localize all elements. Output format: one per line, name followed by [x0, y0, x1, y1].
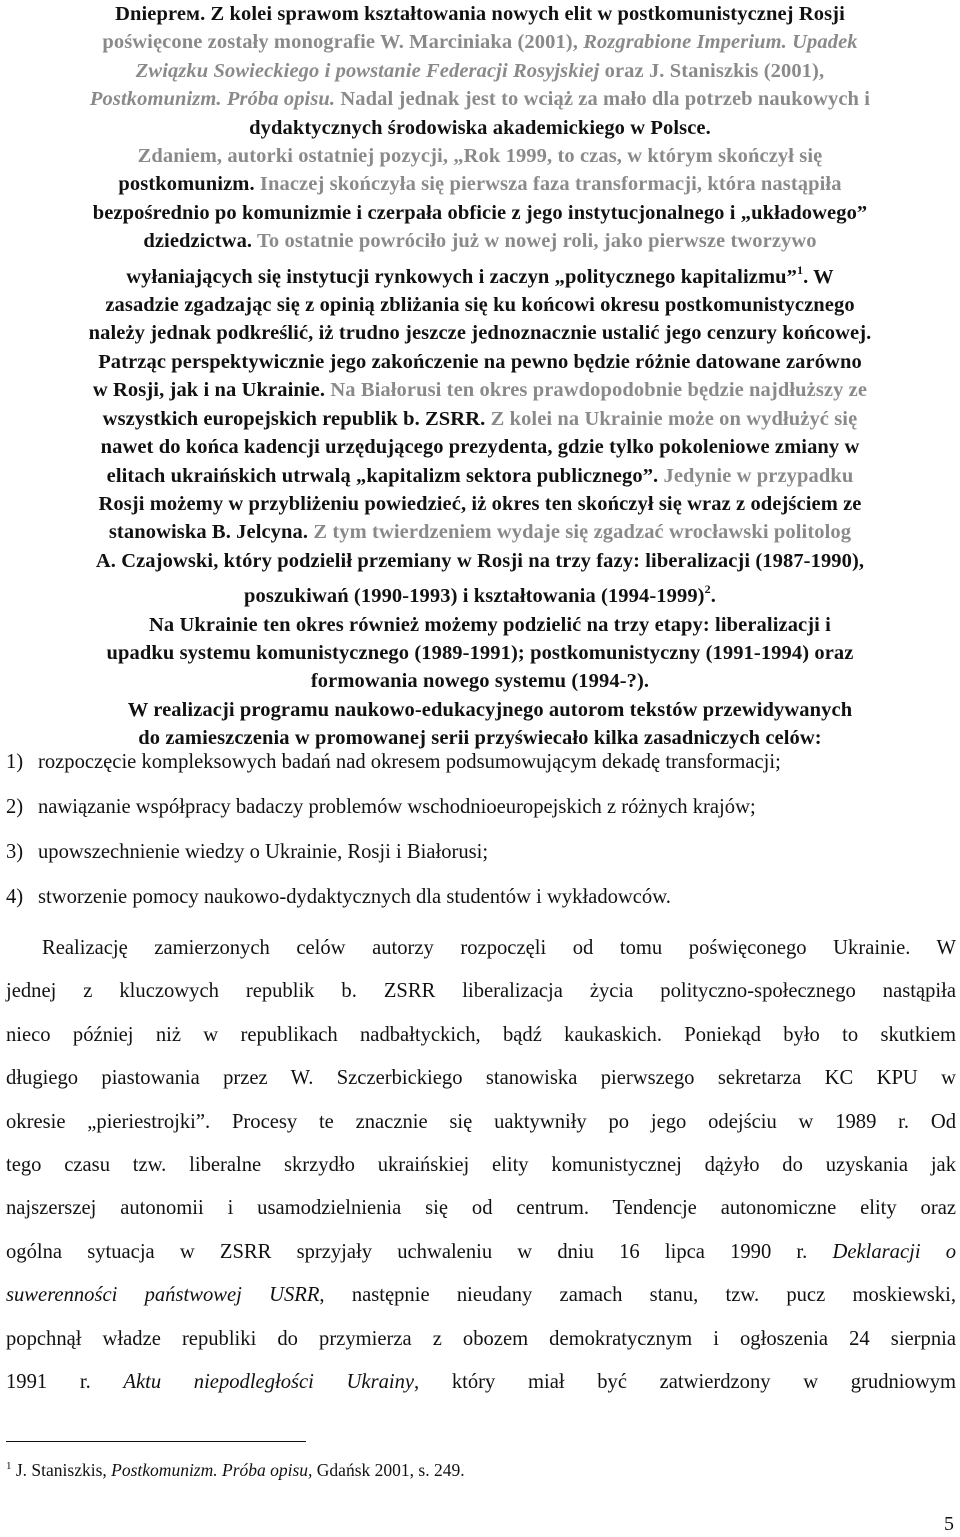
bold-text-segment: postkomunizm. [118, 173, 255, 196]
bold-line [6, 405, 954, 433]
goal-item [6, 887, 956, 932]
bold-text-block [6, 0, 954, 753]
bold-line [6, 227, 954, 255]
bold-line [6, 376, 954, 404]
bold-line [6, 639, 954, 667]
footnote-title: Postkomunizm. Próba opisu, [111, 1460, 313, 1480]
footnote-number: 1 [6, 1460, 12, 1472]
body-text-segment: nieco później niż w republikach nadbałtyckich, bądź kaukaskich. Poniekąd było to skutkiem [6, 1023, 956, 1046]
bold-line [6, 462, 954, 490]
bold-text-segment: Zdaniem, autorki ostatniej pozycji, „Rok 1999, to czas, w którym skończył się [137, 145, 823, 168]
bold-text-segment: bezpośrednio po komunizmie i czerpała obficie z jego instytucjonalnego i „układowego” [92, 201, 868, 224]
footnote-reference: 2 [704, 582, 711, 597]
body-line [6, 1057, 956, 1100]
bold-text-segment: nawet do końca kadencji urzędującego prezydenta, gdzie tylko pokoleniowe zmiany w [100, 436, 860, 459]
bold-text-segment: Na Ukrainie ten okres również możemy podzielić na trzy etapy: liberalizacji i [149, 613, 831, 636]
goal-item [6, 797, 956, 842]
body-text-segment: jednej z kluczowych republik b. ZSRR liberalizacja życia polityczno-społecznego nastąpiła [6, 980, 956, 1003]
bold-line [6, 319, 954, 347]
footnote [6, 1455, 465, 1481]
bold-text-segment: poszukiwań (1990-1993) i kształtowania (1994-1999) [244, 585, 705, 608]
italic-title: Deklaracji o [832, 1240, 956, 1263]
italic-title: Aktu niepodległości Ukrainy [123, 1371, 415, 1394]
bold-text-segment: . W [803, 265, 834, 288]
body-line [6, 1101, 956, 1144]
goal-text: upowszechnienie wiedzy o Ukrainie, Rosji i Białorusi; [38, 841, 489, 863]
bold-text-segment: Inaczej skończyła się pierwsza faza transformacji, która nastąpiła [254, 173, 842, 196]
goals-list [6, 752, 956, 932]
bold-line [6, 490, 954, 518]
bold-text-segment: wszystkich europejskich republik b. ZSRR. [102, 407, 486, 430]
bold-line [6, 57, 954, 85]
body-text-segment: , następnie nieudany zamach stanu, tzw. pucz moskiewski, [319, 1284, 956, 1307]
body-text-segment: Realizację zamierzonych celów autorzy rozpoczęli od tomu poświęconego Ukrainie. W [42, 937, 956, 959]
body-line [6, 1014, 956, 1057]
bold-line [6, 170, 954, 198]
bold-text-segment: Jedynie w przypadku [658, 464, 854, 487]
body-line [6, 1187, 956, 1230]
bold-line [6, 0, 954, 28]
bold-text-segment: W realizacji programu naukowo-edukacyjnego autorom tekstów przewidywanych [127, 698, 853, 721]
italic-title: suwerenności państwowej USRR [6, 1284, 320, 1307]
body-text-segment: ogólna sytuacja w ZSRR sprzyjały uchwaleniu w dniu 16 lipca 1990 r. [6, 1240, 833, 1263]
bold-text-segment: A. Czajowski, który podzielił przemiany w Rosji na trzy fazy: liberalizacji (1987-1990), [95, 549, 865, 572]
bold-text-segment: Patrząc perspektywicznie jego zakończenie na pewno będzie różnie datowane zarówno [98, 350, 862, 373]
bold-line [6, 724, 954, 752]
body-text-segment: okresie „pieriestrojki”. Procesy te znacznie się uaktywniły po jego odejściu w 1989 r. Od [6, 1110, 956, 1133]
bold-line [6, 142, 954, 170]
bold-line [6, 696, 954, 724]
goal-number: 2) [6, 796, 24, 818]
bold-text-segment: stanowiska B. Jelcyna. [108, 521, 309, 544]
bold-line [6, 85, 954, 113]
bold-line [6, 433, 954, 461]
goal-number: 3) [6, 841, 24, 863]
body-text-segment: , który miał być zatwierdzony w grudniowym [414, 1371, 957, 1394]
bold-text-segment: zasadzie zgadzając się z opinią zbliżania się ku końcowi okresu postkomunistycznego [105, 294, 855, 317]
goal-text: rozpoczęcie kompleksowych badań nad okresem podsumowującym dekadę transformacji; [38, 751, 781, 773]
bold-line [6, 256, 954, 291]
bold-italic-segment: Postkomunizm. Próba opisu. [89, 88, 336, 111]
body-text-segment: długiego piastowania przez W. Szczerbickiego stanowiska pierwszego sekretarza KC KPU w [6, 1067, 956, 1090]
bold-text-segment: oraz J. Staniszkis (2001), [599, 59, 825, 82]
bold-line [6, 667, 954, 695]
bold-line [6, 291, 954, 319]
bold-text-segment: Rosji możemy w przybliżeniu powiedzieć, iż okres ten skończył się wraz z odejściem ze [98, 492, 862, 515]
bold-text-segment: . [710, 585, 716, 608]
footnote-separator [6, 1441, 306, 1442]
bold-text-segment: Nadal jednak jest to wciąż za mało dla potrzeb naukowych i [335, 88, 871, 111]
body-text-segment: najszerszej autonomii i usamodzielnienia się od centrum. Tendencje autonomiczne elity oraz [6, 1197, 956, 1220]
page-number: 5 [944, 1513, 954, 1535]
body-text-segment: popchnął władze republiki do przymierza z obozem demokratycznym i ogłoszenia 24 sierpnia [6, 1327, 956, 1350]
bold-line [6, 611, 954, 639]
bold-text-segment: formowania nowego systemu (1994-?). [310, 670, 650, 693]
body-line [6, 1318, 956, 1361]
body-text-segment: 1991 r. [6, 1371, 124, 1394]
bold-text-segment: dziedzictwa. [143, 230, 253, 253]
bold-text-segment: Z kolei na Ukrainie może on wydłużyć się [485, 407, 858, 430]
bold-text-segment: Z tym twierdzeniem wydaje się zgadzać wrocławski politolog [308, 521, 852, 544]
bold-italic-segment: Rozgrabione Imperium. Upadek [583, 31, 858, 54]
bold-text-segment: wyłaniających się instytucji rynkowych i zaczyn „politycznego kapitalizmu” [126, 265, 797, 288]
footnote-reference: 1 [796, 262, 804, 277]
body-line [6, 1361, 956, 1404]
goal-number: 4) [6, 886, 24, 908]
body-line [6, 1231, 956, 1274]
bold-text-segment: dydaktycznych środowiska akademickiego w Polsce. [249, 116, 711, 139]
body-line [6, 970, 956, 1013]
bold-italic-segment: Związku Sowieckiego i powstanie Federacji Rosyjskiej [135, 59, 600, 82]
goal-number: 1) [6, 751, 24, 773]
footnote-text-post: Gdańsk 2001, s. 249. [312, 1460, 465, 1480]
bold-line [6, 547, 954, 575]
goal-item [6, 842, 956, 887]
bold-line [6, 348, 954, 376]
goal-text: nawiązanie współpracy badaczy problemów wschodnioeuropejskich z różnych krajów; [38, 796, 756, 818]
body-line [6, 927, 956, 970]
body-line [6, 1274, 956, 1317]
bold-text-segment: należy jednak podkreślić, iż trudno jeszcze jednoznacznie ustalić jego cenzury końcowej. [88, 322, 872, 345]
bold-text-segment: Na Białorusi ten okres prawdopodobnie będzie najdłuższy ze [325, 379, 868, 402]
body-paragraph [6, 927, 956, 1404]
footnote-text-pre: J. Staniszkis, [11, 1460, 112, 1480]
bold-text-segment: To ostatnie powróciło już w nowej roli, jako pierwsze tworzywo [252, 230, 817, 253]
bold-text-segment: Dniepreм. Z kolei sprawom kształtowania nowych elit w postkomunistycznej Rosji [115, 3, 845, 25]
goal-text: stworzenie pomocy naukowo-dydaktycznych dla studentów i wykładowców. [38, 886, 671, 908]
bold-text-segment: poświęcone zostały monografie W. Marciniaka (2001), [102, 31, 584, 54]
bold-line [6, 114, 954, 142]
body-text-segment: tego czasu tzw. liberalne skrzydło ukraińskiej elity komunistycznej dążyło do uzyskania jak [6, 1154, 956, 1177]
bold-text-segment: w Rosji, jak i na Ukrainie. [92, 379, 326, 402]
bold-line [6, 575, 954, 610]
body-line [6, 1144, 956, 1187]
bold-line [6, 518, 954, 546]
goal-item [6, 752, 956, 797]
bold-text-segment: upadku systemu komunistycznego (1989-1991); postkomunistyczny (1991-1994) oraz [106, 641, 854, 664]
bold-text-segment: do zamieszczenia w promowanej serii przyświecało kilka zasadniczych celów: [138, 727, 822, 750]
bold-line [6, 28, 954, 56]
bold-line [6, 199, 954, 227]
bold-text-segment: elitach ukraińskich utrwalą „kapitalizm sektora publicznego”. [106, 464, 659, 487]
